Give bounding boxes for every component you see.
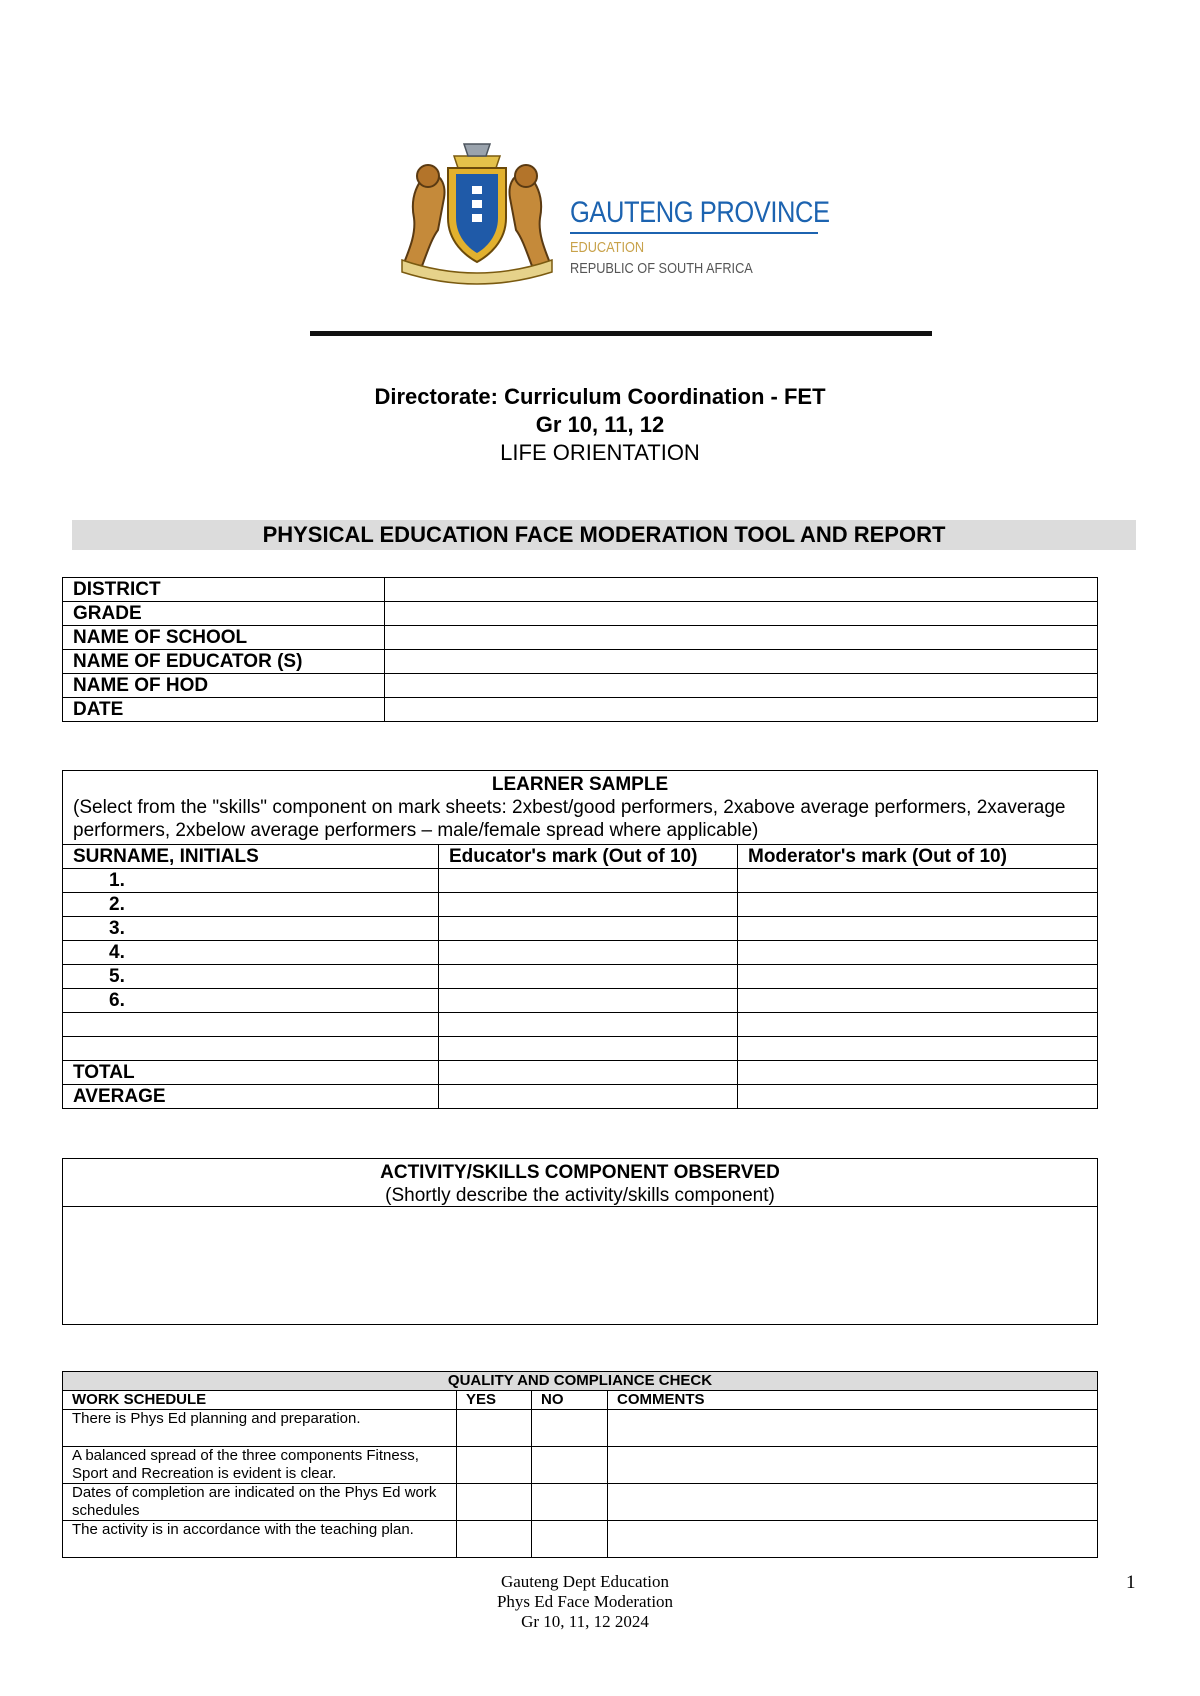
criterion-text: The activity is in accordance with the teaching plan. (63, 1521, 457, 1558)
header-divider (310, 331, 932, 336)
table-row (63, 1410, 1098, 1447)
moderator-mark-cell[interactable] (738, 965, 1098, 989)
learner-name-cell[interactable]: 2. (63, 893, 439, 917)
info-value-field[interactable] (385, 602, 1098, 626)
table-row (63, 1484, 1098, 1521)
table-row (63, 1447, 1098, 1484)
info-value-field[interactable] (385, 674, 1098, 698)
learner-name-cell[interactable] (63, 1013, 439, 1037)
comments-cell[interactable] (608, 1447, 1098, 1484)
info-row-grade (63, 602, 1098, 626)
activity-description-field[interactable] (63, 1207, 1097, 1324)
activity-section (62, 1158, 1098, 1325)
table-row (63, 1521, 1098, 1558)
criterion-text: There is Phys Ed planning and preparation. (63, 1410, 457, 1447)
column-header-work-schedule: WORK SCHEDULE (63, 1391, 457, 1410)
moderator-mark-cell[interactable] (738, 941, 1098, 965)
educator-average-cell[interactable] (439, 1085, 738, 1109)
info-row-school (63, 626, 1098, 650)
table-row (63, 1037, 1098, 1061)
directorate-heading: Directorate: Curriculum Coordination - FET (374, 384, 826, 409)
table-row (63, 893, 1098, 917)
info-label: NAME OF HOD (63, 674, 385, 698)
quality-check-column-headers (63, 1391, 1098, 1410)
quality-compliance-table (62, 1371, 1098, 1558)
moderator-mark-cell[interactable] (738, 1013, 1098, 1037)
document-title: PHYSICAL EDUCATION FACE MODERATION TOOL AND REPORT (72, 520, 1136, 550)
info-label: NAME OF EDUCATOR (S) (63, 650, 385, 674)
no-cell[interactable] (532, 1410, 608, 1447)
table-row (63, 869, 1098, 893)
learner-name-cell[interactable]: 5. (63, 965, 439, 989)
comments-cell[interactable] (608, 1484, 1098, 1521)
learner-sample-title: LEARNER SAMPLE (491, 774, 669, 795)
learner-name-cell[interactable] (63, 1037, 439, 1061)
info-value-field[interactable] (385, 578, 1098, 602)
educator-mark-cell[interactable] (439, 989, 738, 1013)
info-value-field[interactable] (385, 626, 1098, 650)
column-header-surname: SURNAME, INITIALS (63, 845, 439, 869)
criterion-text: Dates of completion are indicated on the Phys Ed work schedules (63, 1484, 457, 1521)
info-row-district (63, 578, 1098, 602)
moderator-mark-cell[interactable] (738, 893, 1098, 917)
moderator-average-cell[interactable] (738, 1085, 1098, 1109)
info-label: NAME OF SCHOOL (63, 626, 385, 650)
educator-total-cell[interactable] (439, 1061, 738, 1085)
no-cell[interactable] (532, 1447, 608, 1484)
no-cell[interactable] (532, 1484, 608, 1521)
yes-cell[interactable] (457, 1410, 532, 1447)
educator-mark-cell[interactable] (439, 941, 738, 965)
moderator-mark-cell[interactable] (738, 989, 1098, 1013)
average-row (63, 1085, 1098, 1109)
educator-mark-cell[interactable] (439, 893, 738, 917)
learner-name-cell[interactable]: 1. (63, 869, 439, 893)
moderator-mark-cell[interactable] (738, 869, 1098, 893)
average-label: AVERAGE (63, 1085, 439, 1109)
educator-mark-cell[interactable] (439, 917, 738, 941)
yes-cell[interactable] (457, 1484, 532, 1521)
info-row-hod (63, 674, 1098, 698)
column-header-comments: COMMENTS (608, 1391, 1098, 1410)
quality-check-title: QUALITY AND COMPLIANCE CHECK (63, 1372, 1098, 1391)
info-label: DATE (63, 698, 385, 722)
column-header-yes: YES (457, 1391, 532, 1410)
learner-sample-instructions: (Select from the "skills" component on mark sheets: 2xbest/good performers, 2xabove average performers, 2xaverage performers, 2xbelow average performers – male/female spread where applicable) (73, 797, 1066, 841)
column-header-no: NO (532, 1391, 608, 1410)
learner-sample-table (62, 770, 1098, 1109)
table-row (63, 941, 1098, 965)
table-row (63, 917, 1098, 941)
info-label: DISTRICT (63, 578, 385, 602)
info-value-field[interactable] (385, 650, 1098, 674)
activity-subtitle: (Shortly describe the activity/skills component) (385, 1185, 775, 1206)
criterion-text: A balanced spread of the three components Fitness, Sport and Recreation is evident is clear. (63, 1447, 457, 1484)
info-label: GRADE (63, 602, 385, 626)
learner-name-cell[interactable]: 4. (63, 941, 439, 965)
coat-of-arms-icon (392, 138, 562, 288)
gauteng-education-logo (392, 138, 830, 288)
total-label: TOTAL (63, 1061, 439, 1085)
learner-name-cell[interactable]: 6. (63, 989, 439, 1013)
table-row (63, 1013, 1098, 1037)
column-header-moderator-mark: Moderator's mark (Out of 10) (738, 845, 1098, 869)
educator-mark-cell[interactable] (439, 965, 738, 989)
subject-heading: LIFE ORIENTATION (500, 440, 700, 465)
info-row-educator (63, 650, 1098, 674)
yes-cell[interactable] (457, 1521, 532, 1558)
logo-underline (570, 232, 818, 234)
table-row (63, 989, 1098, 1013)
logo-department: EDUCATION (570, 239, 645, 256)
table-row (63, 965, 1098, 989)
learner-sample-header (63, 771, 1098, 845)
comments-cell[interactable] (608, 1521, 1098, 1558)
learner-sample-column-headers (63, 845, 1098, 869)
logo-province-name: GAUTENG PROVINCE (570, 196, 830, 229)
educator-mark-cell[interactable] (439, 1013, 738, 1037)
learner-name-cell[interactable]: 3. (63, 917, 439, 941)
comments-cell[interactable] (608, 1410, 1098, 1447)
logo-country: REPUBLIC OF SOUTH AFRICA (570, 260, 753, 277)
grades-heading: Gr 10, 11, 12 (535, 412, 665, 437)
total-row (63, 1061, 1098, 1085)
column-header-educator-mark: Educator's mark (Out of 10) (439, 845, 738, 869)
footer-document-name: Phys Ed Face Moderation (496, 1592, 674, 1611)
moderator-mark-cell[interactable] (738, 917, 1098, 941)
moderator-total-cell[interactable] (738, 1061, 1098, 1085)
info-value-field[interactable] (385, 698, 1098, 722)
footer-department: Gauteng Dept Education (500, 1572, 670, 1591)
page-number: 1 (1126, 1572, 1136, 1593)
footer-grades-year: Gr 10, 11, 12 2024 (521, 1612, 649, 1631)
educator-mark-cell[interactable] (439, 1037, 738, 1061)
moderator-mark-cell[interactable] (738, 1037, 1098, 1061)
educator-mark-cell[interactable] (439, 869, 738, 893)
school-info-table (62, 577, 1098, 722)
no-cell[interactable] (532, 1521, 608, 1558)
activity-header (63, 1159, 1097, 1207)
yes-cell[interactable] (457, 1447, 532, 1484)
activity-title: ACTIVITY/SKILLS COMPONENT OBSERVED (380, 1162, 780, 1183)
info-row-date (63, 698, 1098, 722)
